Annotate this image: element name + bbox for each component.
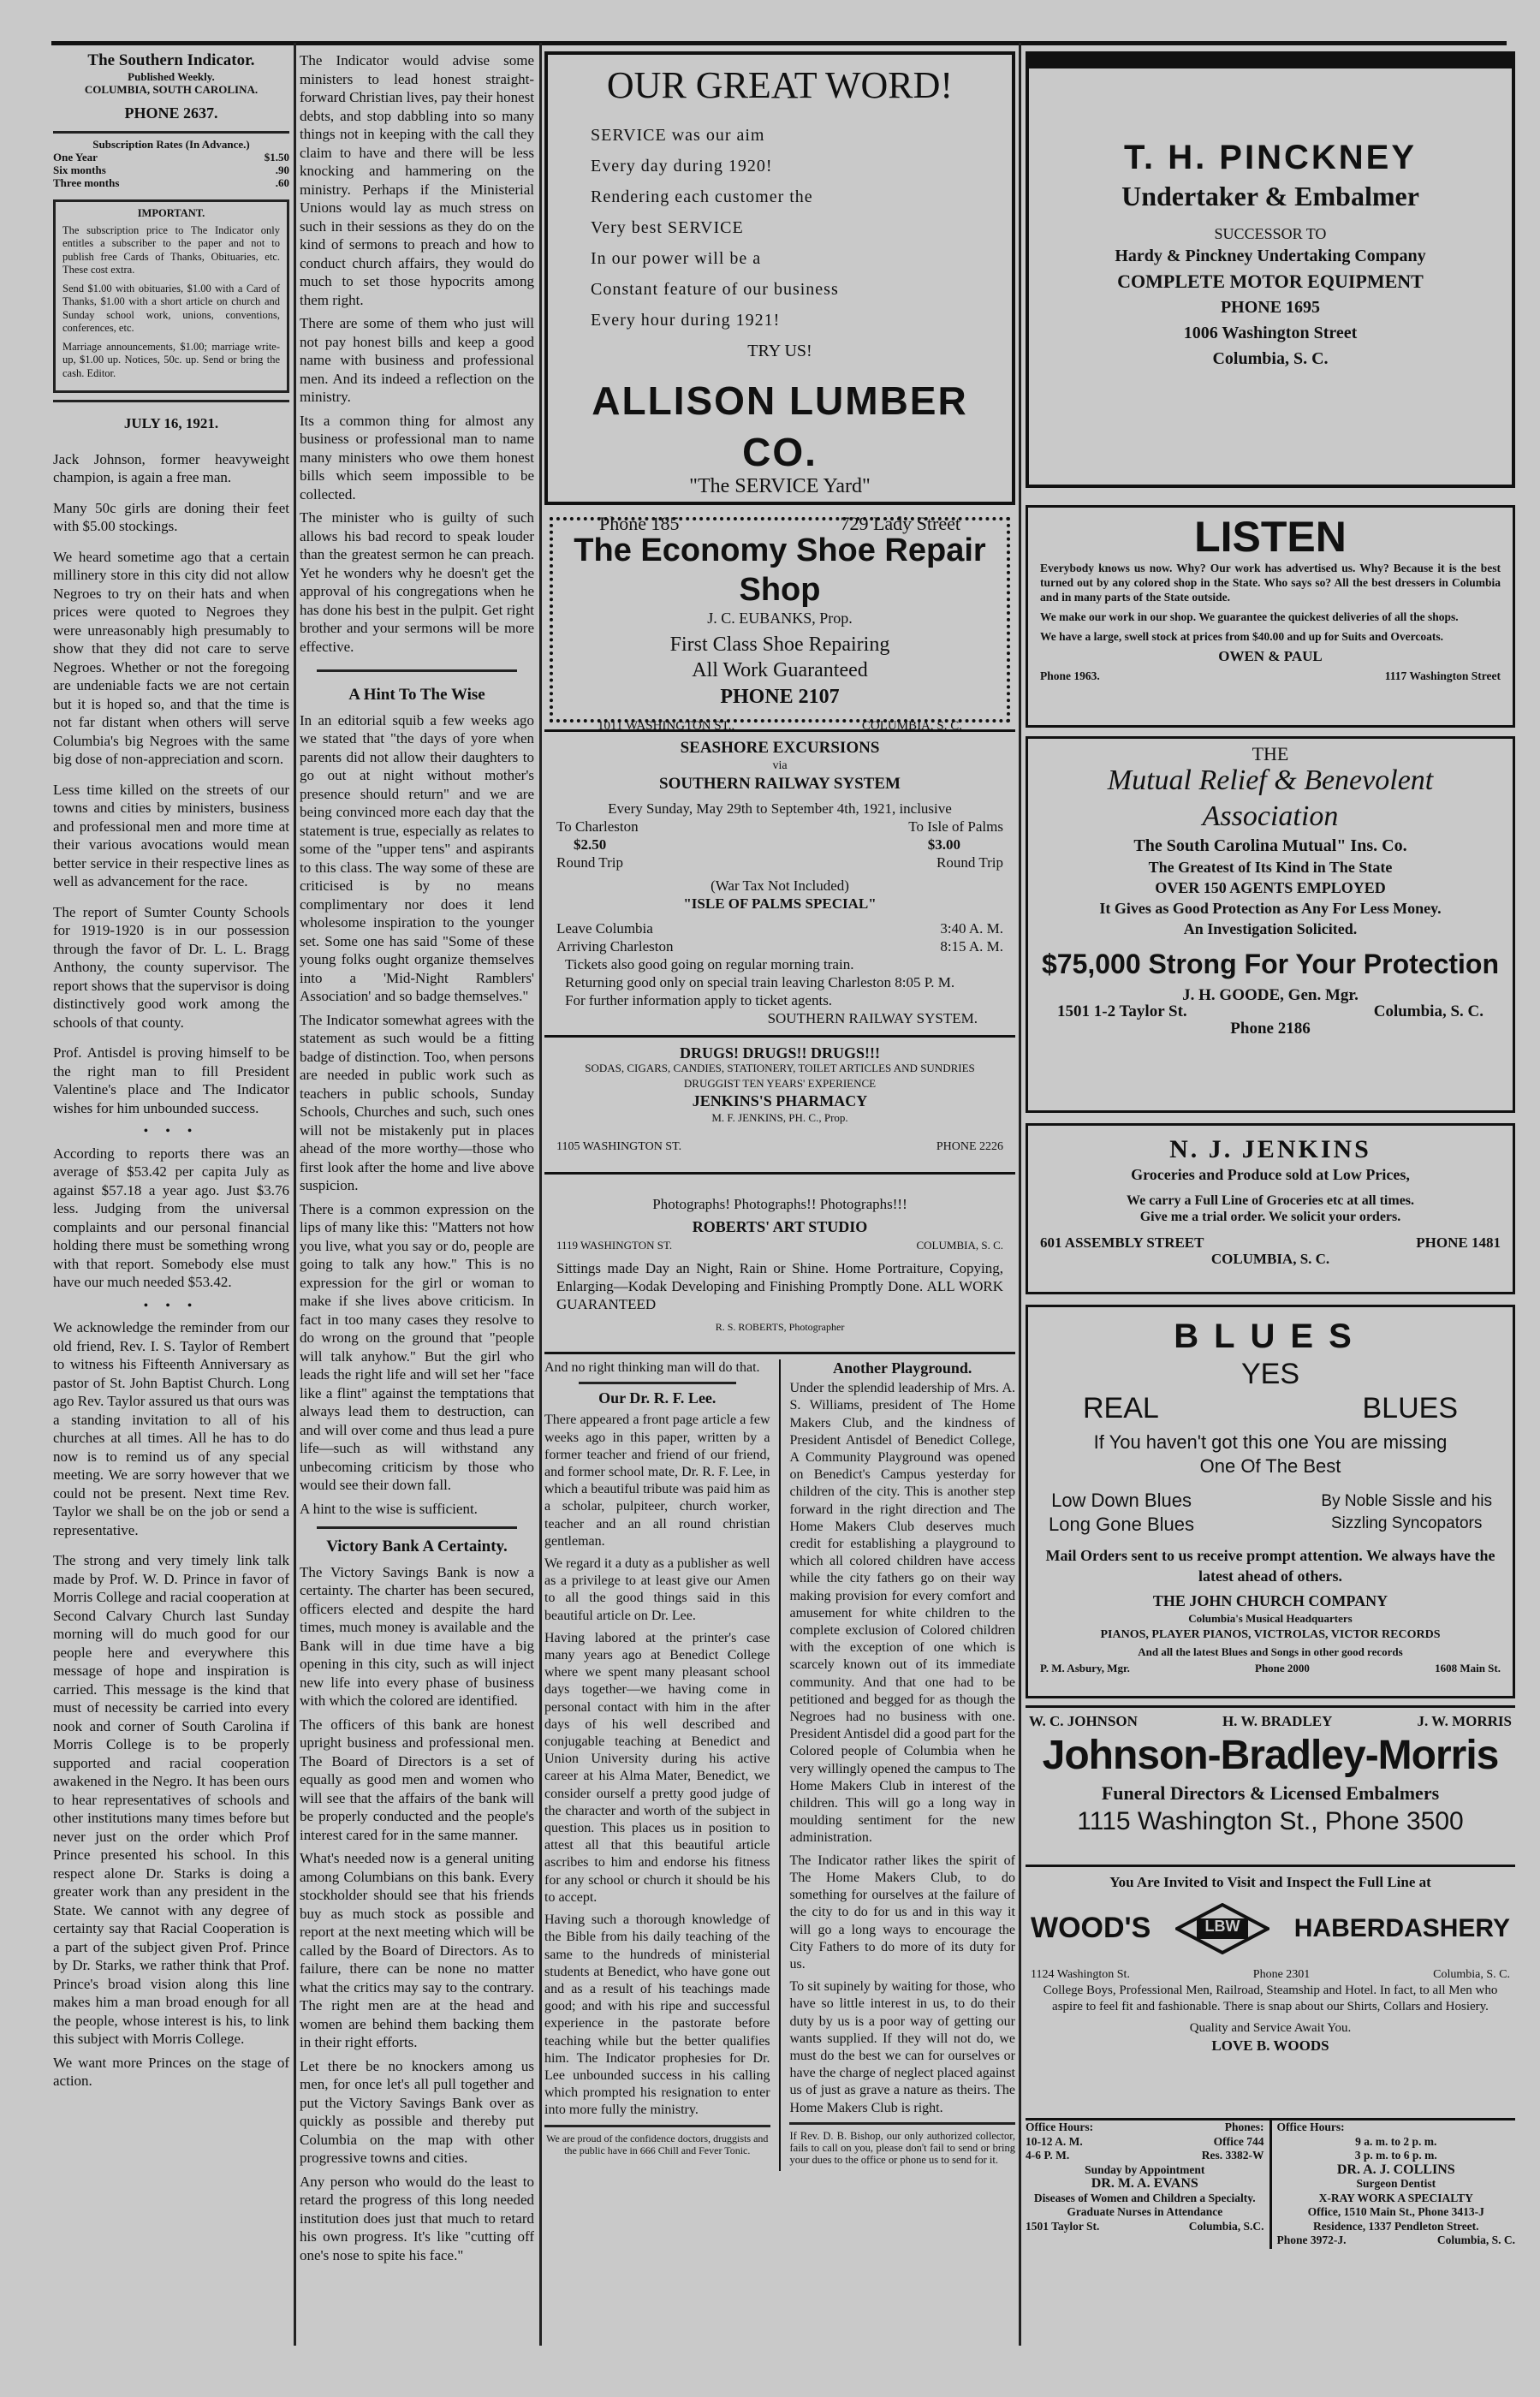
column-3-articles: [544, 1359, 1015, 2171]
divider: [579, 1382, 736, 1384]
paragraph: To sit supinely by waiting for those, who have so little interest in us, to do their duty by us is a poor way of getting our wants supplied. If they will not do, we must do the best we can for ourselves or have the charge of neglect placed against us of just as grave a nature as theirs. The Home Makers Club is right.: [789, 1979, 1015, 2115]
masthead-phone: PHONE 2637.: [124, 104, 218, 122]
ad-fares: To Charleston $2.50 Round Trip To Isle of Palms $3.00 Round Trip: [556, 818, 1003, 871]
paragraph: There are some of them who just will not pay honest bills and keep a good name with business and professional men. And its indeed a reflection on the ministry.: [300, 315, 534, 405]
ad-company-name: T. H. PINCKNEY: [1123, 139, 1418, 176]
divider: [317, 1526, 517, 1529]
ad-line: COMPLETE MOTOR EQUIPMENT: [1117, 270, 1424, 292]
acrostic-line: In our power will be a: [591, 249, 762, 268]
ad-company-name: WOOD'S: [1031, 1911, 1151, 1944]
ad-company-name: THE JOHN CHURCH COMPANY: [1152, 1592, 1388, 1609]
divider: [317, 669, 517, 672]
ad-special: "ISLE OF PALMS SPECIAL": [683, 895, 877, 912]
column-4: [1026, 51, 1515, 2354]
ad-line: All Work Guaranteed: [692, 659, 868, 681]
divider: [53, 400, 289, 402]
lee-article: [544, 1359, 770, 2171]
ad-line: Give me a trial order. We solicit your orders.: [1139, 1210, 1401, 1224]
rates-table: [53, 151, 289, 189]
ad-city: COLUMBIA, S. C.: [861, 719, 962, 733]
ad-address: 1115 Washington St., Phone 3500: [1077, 1806, 1464, 1835]
paragraph: Less time killed on the streets of our towns and cities by ministers, business and professional men and more time at their various avocations would mean better service in their respective lines as well as advancement for the race.: [53, 781, 289, 889]
ad-body: Everybody knows us now. Why? Our work has advertised us. Why? Because it is the best turned out by any colored shop in the State. Who says so? All the best dressers in Columbia and in many parts of the State outside.: [1040, 562, 1501, 604]
ad-try: TRY US!: [747, 342, 812, 360]
ad-contact: P. M. Asbury, Mgr. Phone 2000 1608 Main St.: [1040, 1662, 1501, 1674]
ad-note: For further information apply to ticket agents.: [565, 992, 833, 1008]
ad-line: You Are Invited to Visit and Inspect the Full Line at: [1109, 1874, 1431, 1890]
ad-line: If You haven't got this one You are missing: [1093, 1431, 1448, 1453]
ad-row: 4-6 P. M. Res. 3382-W: [1026, 2149, 1264, 2162]
ad-company-name: JENKINS'S PHARMACY: [692, 1092, 868, 1109]
paragraph: We regard it a duty as a publisher as well as a privilege to at least give our Amen to all the good things said in this beautiful article on Dr. Lee.: [544, 1556, 770, 1623]
paragraph: And no right thinking man will do that.: [544, 1360, 760, 1375]
column-3: [544, 51, 1015, 2354]
rates-title: Subscription Rates (In Advance.): [92, 138, 250, 151]
ad-company-name: The South Carolina Mutual" Ins. Co.: [1133, 836, 1407, 855]
paragraph: What's needed now is a general uniting among Columbians on this bank. Every stockholder should see that his friends buy as much stock as possible and report at the next meeting which will be called by the Board of Directors. As to failure, there can be none no matter what the critics may say to the contrary. The right men are at the head and women are behind them backing them in their right efforts.: [300, 1850, 534, 2050]
paragraph: Any person who would do the least to retard the progress of this long needed institution does just that much to retard his own progress. It's like "cutting off one's nose to spite his face.": [300, 2173, 534, 2263]
listen-ad: [1026, 505, 1515, 728]
acrostic-line: Constant feature of our business: [591, 280, 839, 299]
ad-sign: R. S. ROBERTS, Photographer: [715, 1321, 845, 1333]
ad-title: Association: [1202, 800, 1339, 832]
ad-line: The Greatest of Its Kind in The State: [1148, 858, 1393, 876]
paragraph: Let there be no knockers among us men, for once let's all pull together and put the Victory Savings Bank over as quickly as possible and thereby put Columbia on the map with other progressive towns and cities.: [300, 2057, 534, 2166]
ad-line: An Investigation Solicited.: [1183, 919, 1358, 937]
paragraph: Under the splendid leadership of Mrs. A. S. Williams, president of The Home Makers Club, and the kindness of President Antisdel of Benedict College, A Community Playground was opened on Benedict's Campus yesterday for children of the city. This is another step forward in the right direction and The Home Makers Club deserves much credit for establishing a playground to which all colored children have access while the city fathers go on their way making provision for every comfort and amusement for white children to the complete exclusion of Colored children with the exception of one which is scarcely known out of its immediate community. And that one had to be petitioned and begged for as though the Negroes had no business with one. President Antisdel did a good part for the Colored people of Columbia when he very willingly opened the campus to The Home Makers Club in interest of the children. This will go a long way in moulding sentiment for the new administration.: [789, 1381, 1015, 1846]
acrostic-line: Rendering each customer the: [591, 187, 813, 206]
issue-date: JULY 16, 1921.: [123, 415, 219, 431]
johnson-bradley-morris-ad: [1026, 1705, 1515, 1859]
ad-line: We carry a Full Line of Groceries etc at all times.: [1126, 1193, 1415, 1208]
separator-dots: • • •: [143, 1124, 199, 1139]
column-2: [300, 51, 534, 2354]
rate-row: Three months .60: [53, 176, 289, 189]
ad-items: SODAS, CIGARS, CANDIES, STATIONERY, TOILET ARTICLES AND SUNDRIES: [585, 1062, 975, 1074]
ad-line: SUCCESSOR TO: [1214, 225, 1327, 242]
collins-ad: [1277, 2120, 1516, 2249]
ad-body: We have a large, swell stock at prices from $40.00 and up for Suits and Overcoats.: [1040, 630, 1443, 643]
ad-contact: 601 ASSEMBLY STREET PHONE 1481: [1040, 1234, 1501, 1251]
inner-rule: [1269, 2120, 1272, 2249]
ad-line: OVER 150 AGENTS EMPLOYED: [1155, 878, 1386, 896]
column-rule-2: [539, 43, 542, 2346]
pinckney-ad: [1026, 51, 1515, 488]
column-1: [53, 51, 289, 2354]
ad-line: THE: [1252, 743, 1289, 764]
ad-line: Surgeon Dentist: [1356, 2177, 1436, 2190]
playground-article: [789, 1359, 1015, 2171]
ad-subtitle: Groceries and Produce sold at Low Prices,: [1131, 1166, 1410, 1183]
ad-sign: LOVE B. WOODS: [1211, 2037, 1329, 2054]
ad-line: Office Hours:: [1276, 2120, 1345, 2133]
ad-line: X-RAY WORK A SPECIALTY: [1318, 2191, 1473, 2204]
seashore-excursions-ad: [544, 729, 1015, 1038]
evans-ad: [1026, 2120, 1264, 2249]
article-headline: Our Dr. R. F. Lee.: [598, 1389, 716, 1407]
allison-lumber-ad: [544, 51, 1015, 534]
ad-via: via: [772, 759, 788, 772]
ad-city: Columbia, S. C.: [1212, 348, 1329, 368]
important-box: [53, 199, 289, 393]
ad-druggist: DRUGGIST TEN YEARS' EXPERIENCE: [683, 1077, 877, 1090]
masthead-place: COLUMBIA, SOUTH CAROLINA.: [84, 82, 259, 96]
paragraph: Its a common thing for almost any business or professional man to name many ministers who owe them honest bills which seem impossible to be collected.: [300, 412, 534, 503]
ad-address: 729 Lady Street: [840, 513, 960, 534]
ad-title: DRUGS! DRUGS!! DRUGS!!!: [680, 1044, 880, 1062]
ad-contact: Phone 3972-J. Columbia, S. C.: [1276, 2233, 1515, 2246]
ad-sign: SOUTHERN RAILWAY SYSTEM.: [767, 1010, 978, 1026]
ad-prop: M. F. JENKINS, PH. C., Prop.: [711, 1111, 848, 1124]
acrostic-line: Every hour during 1921!: [591, 311, 781, 330]
ad-schedule: Arriving Charleston 8:15 A. M.: [556, 938, 1003, 955]
ad-line: And all the latest Blues and Songs in other good records: [1138, 1645, 1403, 1658]
ad-dates: Every Sunday, May 29th to September 4th, 1921, inclusive: [608, 800, 952, 817]
doctors-ads: [1026, 2118, 1515, 2249]
important-title: IMPORTANT.: [137, 207, 205, 219]
paragraph: In an editorial squib a few weeks ago we stated that "the days of yore when parents did not allow their daughters to go out at night without mother's presence should return" and we are being convinced more each day that the statement is true, especially as relates to some of the "upper tens" and aspirants to this class. The way some of these are criticised is by no means complimentary nor does it lend wholesome inspiration to the younger set. Some one has said "Some of these young folks ought organize themselves into a 'Mid-Night Ramblers' Association' and so badge themselves.": [300, 711, 534, 1004]
footer-note: If Rev. D. B. Bishop, our only authorized collector, fails to call on you, please don't fail to send or bring your dues to the office or phone us to send for it.: [789, 2129, 1015, 2166]
ad-line: Columbia's Musical Headquarters: [1188, 1611, 1353, 1625]
column-rule-3: [1019, 43, 1021, 2346]
ad-contact: 1501 Taylor St. Columbia, S.C.: [1026, 2219, 1264, 2233]
ad-body: College Boys, Professional Men, Railroad, Steamship and Hotel. In fact, to all Men who aspire to feel fit and fashionable. There is snap about our Shirts, Collars and Hosiery.: [1043, 1984, 1498, 2013]
ad-contact: 1501 1-2 Taylor St. Columbia, S. C.: [1057, 1002, 1484, 1020]
ad-subtitle: Undertaker & Embalmer: [1121, 181, 1419, 211]
paragraph: Having labored at the printer's case many years ago at Benedict College where we spent many pleasant school days together—we having come in personal contact with him in the after days of his well described and conjugable teaching at Benedict and Union University during his active career at his Alma Mater, Benedict, we consider ourself a pretty good judge of the character and worth of the subject in question. This places us in position to attest all that this beautiful article ascribes to him and endorse his fitness for any school or church it should be his to accept.: [544, 1630, 770, 1905]
paragraph: The Victory Savings Bank is now a certainty. The charter has been secured, officers elected and despite the hard times, much money is available and the Bank will in due time have a big opening in this city, such as will inject new life into every phase of business with which the colored are identified.: [300, 1563, 534, 1709]
paragraph: According to reports there was an average of $53.42 per capita July as against $57.18 a year ago. Just $3.76 less. Judging from the universal complaints and our personal financial holding there must be something wrong with that report. Somebody else must have our much needed $53.42.: [53, 1145, 289, 1290]
jenkins-grocery-ad: [1026, 1123, 1515, 1294]
paragraph: The Indicator would advise some ministers to lead honest straight-forward Christian lives, pay their honest debts, and stop dabbling into so many things not in keeping with the call they claim to have and there will be less knocking and hammering on the ministry. Perhaps if the Ministerial Unions would lay as much stress on such in their sessions as they do on the kind of sermons to preach and how to conduct church affairs, they would do much to set those hypocrits among them right.: [300, 52, 534, 308]
paragraph: Many 50c girls are doning their feet with $5.00 stockings.: [53, 499, 289, 534]
blues-ad: [1026, 1305, 1515, 1698]
ad-line: It Gives as Good Protection as Any For Less Money.: [1099, 899, 1442, 917]
rate-row: Six months .90: [53, 164, 289, 176]
acrostic-line: Every day during 1920!: [591, 157, 773, 175]
inner-rule: [779, 1359, 782, 2171]
economy-shoe-ad: [550, 513, 1010, 733]
paragraph: We acknowledge the reminder from our old friend, Rev. I. S. Taylor of Rembert to witness his Fifteenth Anniversary as pastor of St. John Baptist Church. Long ago Rev. Taylor assured us that ours was a standing invitation to all of his churches at all times. All he has to do now is to remind us of any special meeting. We are sorry however that we could not be present. Next time Rev. Taylor we shall be on the job or send a representative.: [53, 1319, 289, 1538]
paragraph: The minister who is guilty of such allows his bad record to speak louder than the greatest sermon he can preach. Yet he wonders why he doesn't get the approval of his congregations when he has done his best in the pulpit. Get right brother and your sermons will be more effective.: [300, 509, 534, 655]
ad-subtitle: Funeral Directors & Licensed Embalmers: [1101, 1781, 1440, 1804]
ad-line: Sunday by Appointment: [1085, 2162, 1205, 2176]
ad-contact: 1124 Washington St. Phone 2301 Columbia, S. C.: [1031, 1967, 1510, 1981]
ad-phone: Phone 2186: [1230, 1019, 1311, 1038]
ad-slogan: "The SERVICE Yard": [689, 475, 871, 497]
ad-logo-row: [1031, 1903, 1510, 1954]
paragraph: The Indicator rather likes the spirit of The Home Makers Club, to do something for ourselves at the failure of the city to do for us and in this way it will go a long ways to encourage the City Fathers to do more of its duty for us.: [789, 1853, 1015, 1972]
divider: [53, 131, 289, 134]
woods-haberdashery-ad: [1026, 1865, 1515, 2113]
ad-line: 3 p. m. to 6 p. m.: [1354, 2149, 1437, 2162]
ad-war-tax: (War Tax Not Included): [711, 877, 849, 894]
paragraph: We heard sometime ago that a certain millinery store in this city did not allow Negroes to try on their hats and when prices were quoted to Negroes they were unreasonably high presumably to show that they did not care to serve Negroes. Whether or not the foregoing are undeniable facts we are not certain but it is hoped so, and that the time is not far distant when others will serve Columbia's big Negroes with the same big dose of non-appreciation and scorn.: [53, 548, 289, 767]
ad-note: Returning good only on special train leaving Charleston 8:05 P. M.: [565, 974, 955, 990]
paragraph: The strong and very timely link talk made by Prof. W. D. Prince in favor of Morris College and racial cooperation at Second Calvary Church last Sunday morning will do much good for our people here and everywhere this message of hope and inspiration is carried. This message is the kind that must of necessity be carried into every nook and corner of South Carolina if Morris College is to be properly supported and racial cooperation awakened in the Negro. It has been ours to hear representatives of schools and other institutions many times before but never just on the order which Prof Prince presented his school. In this respect alone Dr. Starks is doing a greater work than any president in the State. We cannot with any degree of certainty say that Racial Cooperation is a part of the subject given Prof. Prince by Dr. Starks, we rather think that Prof. Prince's broad vision along this line makes him a man broad enough for all the people, whose interest is his, to link this subject with Morris College.: [53, 1552, 289, 2047]
ad-railway: SOUTHERN RAILWAY SYSTEM: [659, 775, 901, 793]
ad-row: Office Hours: Phones:: [1026, 2120, 1264, 2133]
ad-title-row: REAL BLUES: [1083, 1392, 1458, 1425]
ad-body: Sittings made Day an Night, Rain or Shine. Home Portraiture, Copying, Enlarging—Kodak Developing and Finishing Promptly Done. ALL WORK GUARANTEED: [556, 1260, 1003, 1312]
ad-note: Tickets also good going on regular morning train.: [565, 956, 854, 972]
ad-line: Office, 1510 Main St., Phone 3413-J: [1307, 2205, 1484, 2218]
ad-company-name: Johnson-Bradley-Morris: [1042, 1732, 1499, 1778]
ad-title: BLUES: [1174, 1317, 1367, 1355]
ad-body: We make our work in our shop. We guarantee the quickest deliveries of all the shops.: [1040, 610, 1459, 623]
ad-title: YES: [1240, 1358, 1300, 1390]
lbw-logo-icon: LBW: [1175, 1903, 1269, 1954]
ad-company-name: ALLISON LUMBER CO.: [592, 378, 968, 474]
ad-line: Quality and Service Await You.: [1189, 2021, 1352, 2035]
top-rule: [51, 41, 1507, 45]
ad-line: Hardy & Pinckney Undertaking Company: [1115, 246, 1426, 265]
separator-dots: • • •: [143, 1298, 199, 1313]
paragraph: We want more Princes on the stage of action.: [53, 2054, 289, 2089]
ad-address: 1006 Washington Street: [1183, 323, 1358, 342]
ad-phone: PHONE 1695: [1220, 297, 1321, 317]
ad-company-name: ROBERTS' ART STUDIO: [692, 1218, 868, 1235]
important-text: The subscription price to The Indicator only entitles a subscriber to the paper and not to publish free Cards of Thanks, Obituaries, etc. These cost extra.: [62, 223, 280, 276]
ad-company-name: N. J. JENKINS: [1169, 1135, 1371, 1163]
ad-row: 10-12 A. M. Office 744: [1026, 2134, 1264, 2148]
ad-contact: Phone 1963. 1117 Washington Street: [1040, 669, 1501, 682]
ad-company-name: The Economy Shoe Repair Shop: [574, 532, 986, 608]
ad-line: Mail Orders sent to us receive prompt attention. We always have the latest ahead of others.: [1045, 1547, 1495, 1585]
ad-acrostic: [591, 120, 995, 336]
ad-company-name: DR. A. J. COLLINS: [1336, 2162, 1455, 2177]
ad-city: COLUMBIA, S. C.: [1210, 1251, 1330, 1267]
ad-headline: $75,000 Strong For Your Protection: [1041, 948, 1500, 979]
ad-photos: Photographs! Photographs!! Photographs!!!: [652, 1196, 907, 1212]
paragraph: A hint to the wise is sufficient.: [300, 1500, 478, 1517]
rate-row: One Year $1.50: [53, 151, 289, 164]
ad-line: 9 a. m. to 2 p. m.: [1355, 2134, 1437, 2148]
mutual-relief-ad: [1026, 736, 1515, 1113]
acrostic-line: SERVICE was our aim: [591, 126, 765, 145]
ad-headline: OUR GREAT WORD!: [606, 64, 954, 106]
footer-note: We are proud of the confidence doctors, druggists and the public have in 666 Chill and Fever Tonic.: [546, 2132, 769, 2156]
paragraph: There is a common expression on the lips of many like this: "Matters not how you live, what you say or do, people are going to talk any how." This is no expression for the girl or woman to make if she lives above criticism. In fact in too many cases they resolve to do wrong on the ground that "people will talk anyhow." But the girl who leads the right life and will set her "face like a flint" against the temptations that always lead them to destruction, can and will over come and thus lead a pure life—such as will withstand any unbecoming criticism by those who would see their down fall.: [300, 1200, 534, 1493]
paragraph: Jack Johnson, former heavyweight champion, is again a free man.: [53, 450, 289, 485]
ad-schedule: Leave Columbia 3:40 A. M.: [556, 920, 1003, 937]
ad-line: First Class Shoe Repairing: [669, 633, 890, 656]
paragraph: Prof. Antisdel is proving himself to be the right man to fill President Valentine's place and The Indicator wishes for him unbounded success.: [53, 1044, 289, 1116]
ad-line: One Of The Best: [1199, 1455, 1341, 1477]
acrostic-line: Very best SERVICE: [591, 218, 744, 237]
column-rule-1: [294, 43, 296, 2346]
roberts-art-studio-ad: [544, 1175, 1015, 1354]
ad-contact: 1119 WASHINGTON ST. COLUMBIA, S. C.: [556, 1239, 1003, 1252]
ad-phone: Phone 185: [599, 513, 680, 534]
pharmacy-ad: [544, 1038, 1015, 1175]
ad-company-name: DR. M. A. EVANS: [1091, 2176, 1198, 2191]
ad-title: Mutual Relief & Benevolent: [1107, 764, 1434, 796]
ad-contact: 1105 WASHINGTON ST. PHONE 2226: [556, 1140, 1003, 1153]
ad-line: Diseases of Women and Children a Specialty. Graduate Nurses in Attendance: [1033, 2191, 1256, 2218]
article-headline: Another Playground.: [833, 1359, 972, 1377]
article-headline: Victory Bank A Certainty.: [326, 1538, 508, 1555]
ad-company-name: HABERDASHERY: [1293, 1913, 1510, 1942]
divider: [789, 2122, 1015, 2125]
ad-company-name: OWEN & PAUL: [1218, 648, 1323, 664]
ad-songs: Low Down Blues Long Gone Blues By Noble Sissle and his Sizzling Syncopators: [1049, 1490, 1492, 1535]
ad-address: 1011 WASHINGTON ST.,: [598, 719, 735, 733]
paragraph: The officers of this bank are honest upright business and professional men. The Board of Directors is a set of equally as good men and women who will see that the affairs of the bank will be properly conducted and the people's interest cared for in the same manner.: [300, 1716, 534, 1843]
ad-phone: PHONE 2107: [720, 686, 840, 708]
masthead-title: The Southern Indicator.: [87, 51, 255, 69]
ad-title: LISTEN: [1194, 513, 1347, 561]
divider: [544, 2125, 770, 2127]
ad-manager: J. H. GOODE, Gen. Mgr.: [1182, 985, 1359, 1004]
important-text: Send $1.00 with obituaries, $1.00 with a Card of Thanks, $1.00 with a short article on church and Sunday school work, unions, conventions, conferences, etc.: [62, 282, 280, 334]
important-text: Marriage announcements, $1.00; marriage write-up, $1.00 up. Notices, 50c. up. Send or bring the cash. Editor.: [62, 340, 280, 379]
paragraph: The Indicator somewhat agrees with the statement as such would be a fitting badge of distinction. Too, when persons are needed in public work such as teachers in public schools, Sunday Schools, Churches and such, such ones will not be mistakenly put in places ahead of the more worthy—those who first look after the home and live above suspicion.: [300, 1011, 534, 1193]
article-headline: A Hint To The Wise: [348, 686, 485, 704]
ad-line: Residence, 1337 Pendleton Street.: [1312, 2219, 1479, 2233]
paragraph: There appeared a front page article a few weeks ago in this paper, written by a former teacher and friend of our friend, and former school mate, Dr. R. F. Lee, in which a beautiful tribute was paid him as a scholar, pulpiteer, church worker, teacher and an all round christian gentleman.: [544, 1413, 770, 1549]
masthead-published: Published Weekly.: [128, 69, 215, 83]
ad-title: SEASHORE EXCURSIONS: [680, 739, 880, 757]
paragraph: The report of Sumter County Schools for 1919-1920 is in our possession through the favor of Dr. L. L. Bragg Anthony, the county supervisor. The report shows that the supervisor is doing distinctively good work among the schools of that county.: [53, 903, 289, 1031]
ad-prop: J. C. EUBANKS, Prop.: [707, 610, 853, 627]
paragraph: Having such a thorough knowledge of the Bible from his daily teaching of the same to the hundreds of ministerial students at Benedict, who have gone out and as a result of his teachings made good; and with his ripe and successful experience in the pastorate before teaching while but the better qualifies him. The Indicator prophesies for Dr. Lee unbounded success in his calling which prompted his resignation to enter into more fully the ministry.: [544, 1912, 770, 2118]
ad-line: PIANOS, PLAYER PIANOS, VICTROLAS, VICTOR RECORDS: [1100, 1628, 1441, 1641]
ad-names: W. C. JOHNSON H. W. BRADLEY J. W. MORRIS: [1029, 1713, 1512, 1729]
